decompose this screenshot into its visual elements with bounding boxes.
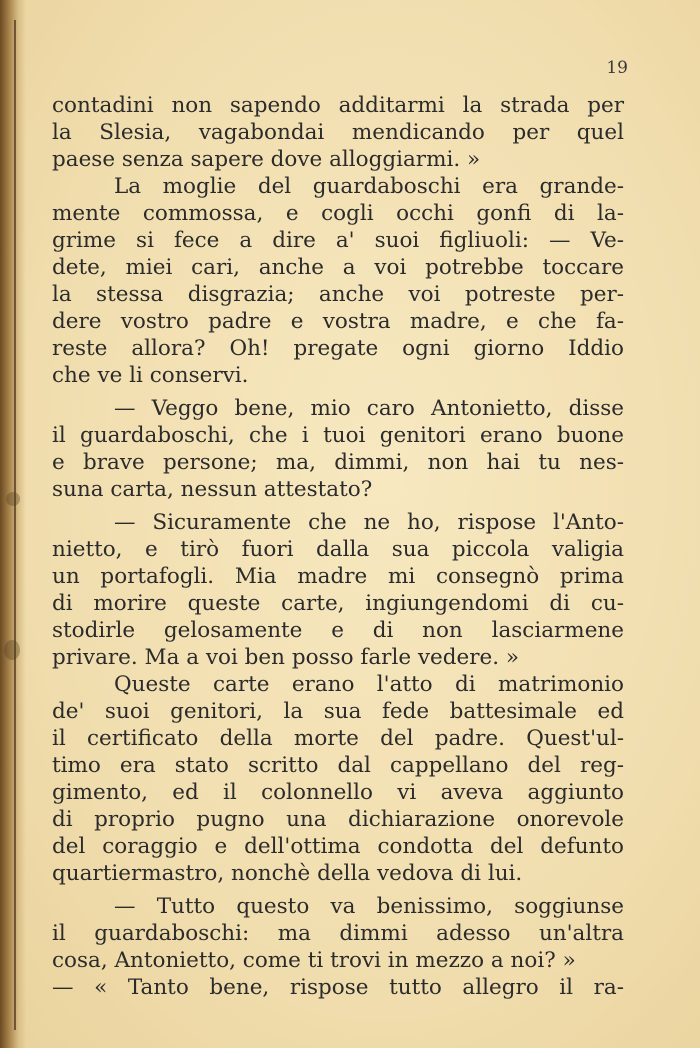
text-line: Queste carte erano l'atto di matrimonio bbox=[114, 672, 624, 697]
text-line: nietto, e tirò fuori dalla sua piccola valigia bbox=[52, 537, 624, 562]
text-line: cosa, Antonietto, come ti trovi in mezzo a noi? » bbox=[52, 948, 576, 973]
text-line: la Slesia, vagabondai mendicando per quel bbox=[52, 120, 624, 145]
text-line: — Tutto questo va benissimo, soggiunse bbox=[114, 894, 624, 919]
body-text bbox=[52, 92, 624, 1001]
text-line: — Veggo bene, mio caro Antonietto, disse bbox=[114, 396, 624, 421]
text-line: che ve li conservi. bbox=[52, 363, 249, 388]
text-line: e brave persone; ma, dimmi, non hai tu nes- bbox=[52, 450, 624, 475]
text-line: un portafogli. Mia madre mi consegnò prima bbox=[52, 564, 624, 589]
text-line: la stessa disgrazia; anche voi potreste per- bbox=[52, 282, 624, 307]
text-line: dete, miei cari, anche a voi potrebbe toccare bbox=[52, 255, 624, 280]
text-line: grime si fece a dire a' suoi figliuoli: — Ve- bbox=[52, 228, 624, 253]
text-line: di morire queste carte, ingiungendomi di cu- bbox=[52, 591, 624, 616]
text-line: privare. Ma a voi ben posso farle vedere. » bbox=[52, 645, 520, 670]
binding-crease bbox=[14, 20, 16, 1030]
text-line: paese senza sapere dove alloggiarmi. » bbox=[52, 147, 481, 172]
ink-smudge bbox=[4, 640, 20, 660]
text-line: quartiermastro, nonchè della vedova di lui. bbox=[52, 861, 523, 886]
page-number: 19 bbox=[606, 58, 628, 78]
text-line: del coraggio e dell'ottima condotta del defunto bbox=[52, 834, 624, 859]
text-line: gimento, ed il colonnello vi aveva aggiunto bbox=[52, 780, 624, 805]
text-line: — Sicuramente che ne ho, rispose l'Anto- bbox=[114, 510, 624, 535]
text-line: contadini non sapendo additarmi la strada per bbox=[52, 93, 624, 118]
text-line: La moglie del guardaboschi era grande- bbox=[114, 174, 624, 199]
text-line: stodirle gelosamente e di non lasciarmene bbox=[52, 618, 624, 643]
text-line: timo era stato scritto dal cappellano del reg- bbox=[52, 753, 624, 778]
text-line: — « Tanto bene, rispose tutto allegro il ra- bbox=[52, 975, 624, 1000]
text-line: il guardaboschi: ma dimmi adesso un'altra bbox=[52, 921, 624, 946]
text-line: de' suoi genitori, la sua fede battesimale ed bbox=[52, 699, 624, 724]
page-binding-edge bbox=[0, 0, 26, 1048]
text-line: suna carta, nessun attestato? bbox=[52, 477, 373, 502]
text-line: di proprio pugno una dichiarazione onorevole bbox=[52, 807, 624, 832]
text-line: mente commossa, e cogli occhi gonfi di la- bbox=[52, 201, 624, 226]
text-line: dere vostro padre e vostra madre, e che fa- bbox=[52, 309, 624, 334]
text-line: il certificato della morte del padre. Quest'ul- bbox=[52, 726, 624, 751]
text-line: reste allora? Oh! pregate ogni giorno Iddio bbox=[52, 336, 624, 361]
ink-smudge bbox=[6, 492, 20, 506]
text-line: il guardaboschi, che i tuoi genitori erano buone bbox=[52, 423, 624, 448]
